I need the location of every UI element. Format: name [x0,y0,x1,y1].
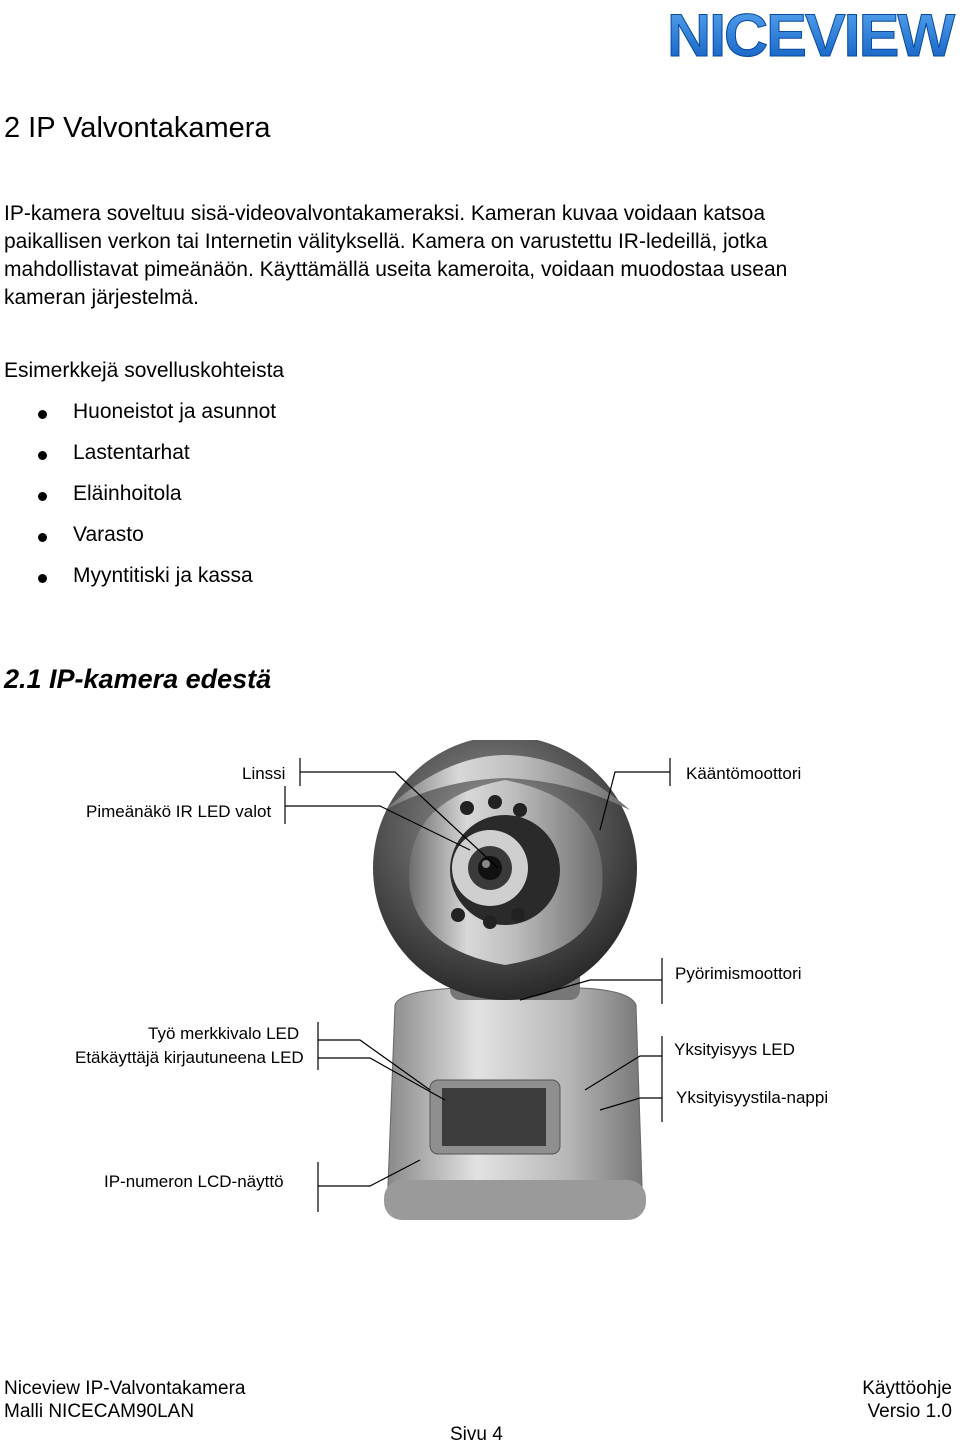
label-privacy-led: Yksityisyys LED [674,1040,795,1059]
intro-line: paikallisen verkon tai Internetin välityksellä. Kamera on varustettu IR-ledeillä, jotka [4,230,768,253]
list-item: Varasto [0,523,400,553]
list-item: Eläinhoitola [0,482,400,512]
page-number: Sivu 4 [450,1424,503,1445]
footer-version: Versio 1.0 [867,1401,952,1422]
footer-model: Malli NICECAM90LAN [4,1401,195,1422]
svg-text:NICEVIEW: NICEVIEW [667,4,956,66]
intro-line: IP-kamera soveltuu sisä-videovalvontakameraksi. Kameran kuvaa voidaan katsoa [4,202,766,225]
list-item: Lastentarhat [0,441,400,471]
label-turn-motor: Kääntömoottori [686,764,802,783]
page-heading: 2 IP Valvontakamera [4,112,271,144]
label-work-led: Työ merkkivalo LED [148,1024,300,1043]
label-remote-user-led: Etäkäyttäjä kirjautuneena LED [75,1048,304,1067]
list-item: Myyntitiski ja kassa [0,564,400,594]
examples-title: Esimerkkejä sovelluskohteista [4,359,285,382]
label-ir-led: Pimeänäkö IR LED valot [86,802,272,821]
intro-line: kameran järjestelmä. [4,286,199,309]
section-heading: 2.1 IP-kamera edestä [4,664,272,694]
footer-product: Niceview IP-Valvontakamera [4,1378,246,1399]
label-lcd: IP-numeron LCD-näyttö [104,1172,284,1191]
list-item: Huoneistot ja asunnot [0,400,400,430]
footer-doc-type: Käyttöohje [862,1378,952,1399]
label-privacy-button: Yksityisyystila-nappi [676,1088,829,1107]
label-rotation-motor: Pyörimismoottori [675,964,802,983]
label-lens: Linssi [242,764,286,783]
intro-line: mahdollistavat pimeänäön. Käyttämällä useita kameroita, voidaan muodostaa usean [4,258,788,281]
